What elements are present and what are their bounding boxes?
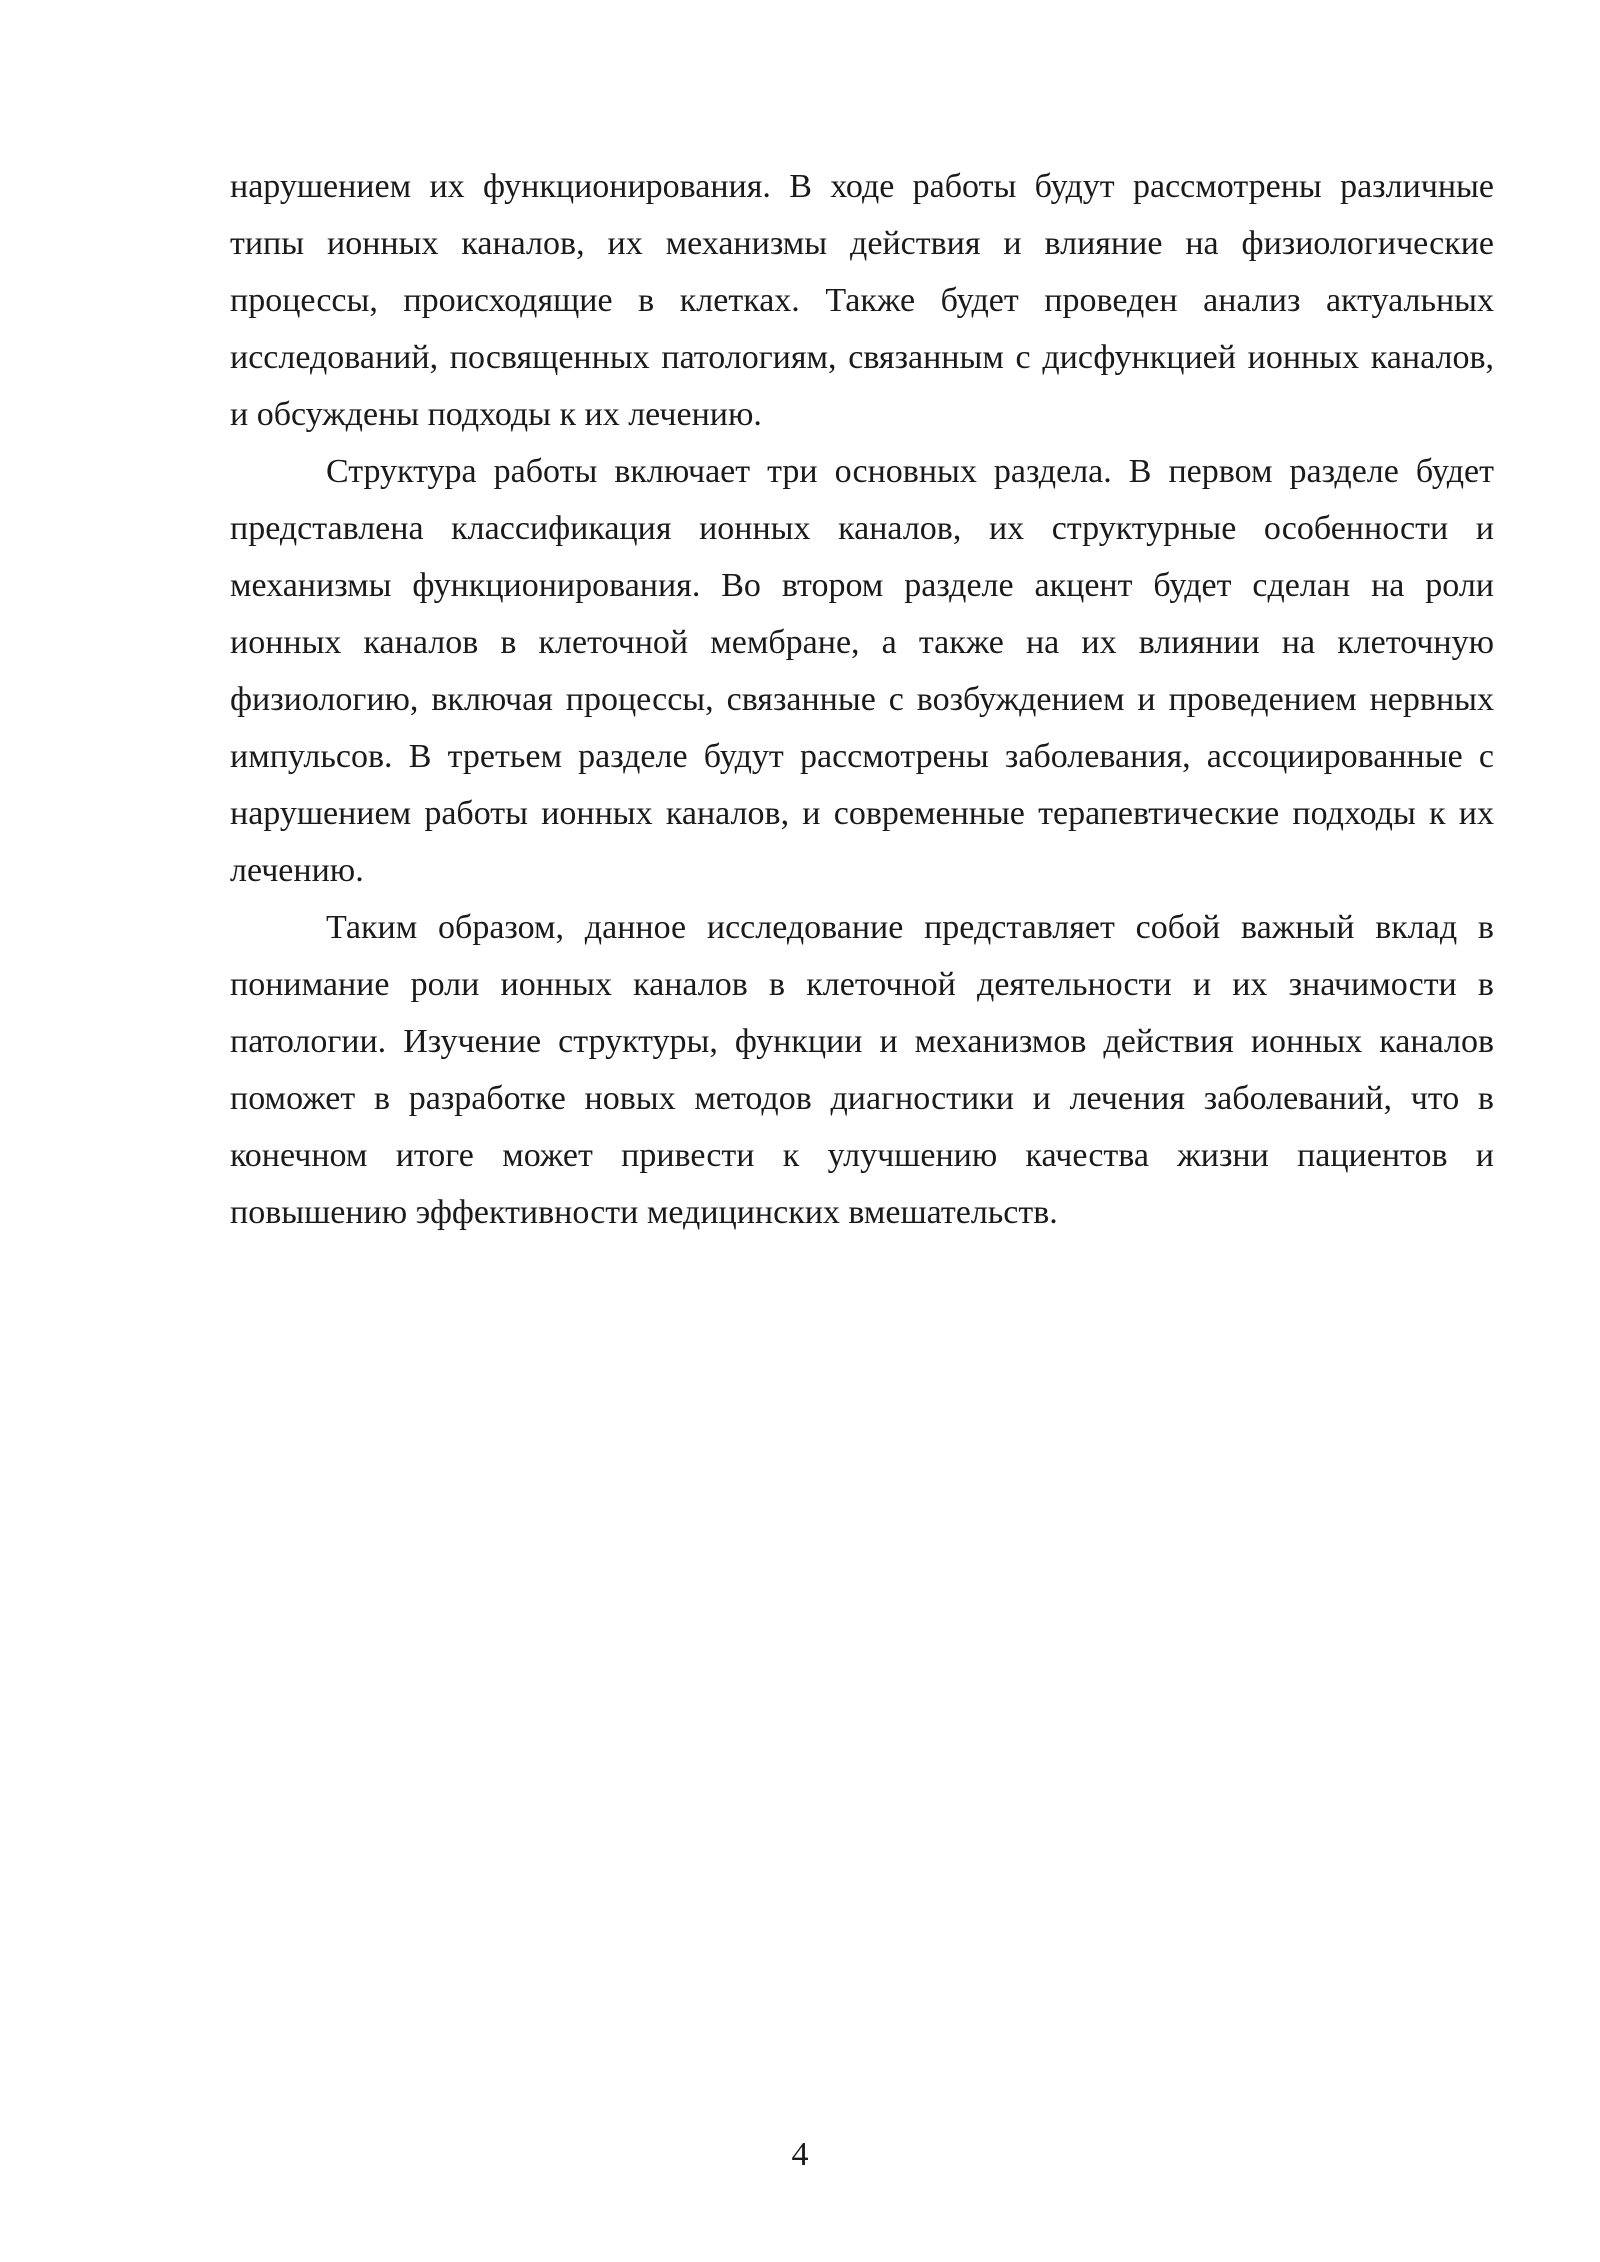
paragraph-conclusion: Таким образом, данное исследование представляет собой важный вклад в понимание роли ионных каналов в клеточной деятельности и их значимости в патологии. Изучение структуры, функции и механизмов действия ионных каналов поможет в разработке новых методов диагностики и лечения заболеваний, что в конечном итоге может привести к улучшению качества жизни пациентов и повышению эффективности медицинских вмешательств. (230, 909, 1494, 1231)
paragraph-structure: Структура работы включает три основных раздела. В первом разделе будет представлена классификация ионных каналов, их структурные особенности и механизмы функционирования. Во втором разделе акцент будет сделан на роли ионных каналов в клеточной мембране, а также на их влиянии на клеточную физиологию, включая процессы, связанные с возбуждением и проведением нервных импульсов. В третьем разделе будут рассмотрены заболевания, ассоциированные с нарушением работы ионных каналов, и современные терапевтические подходы к их лечению. (230, 453, 1494, 889)
body-text (230, 158, 1494, 1241)
page-number: 4 (791, 2136, 809, 2173)
paragraph-continuation: нарушением их функционирования. В ходе работы будут рассмотрены различные типы ионных каналов, их механизмы действия и влияние на физиологические процессы, происходящие в клетках. Также будет проведен анализ актуальных исследований, посвященных патологиям, связанным с дисфункцией ионных каналов, и обсуждены подходы к их лечению. (230, 168, 1494, 433)
